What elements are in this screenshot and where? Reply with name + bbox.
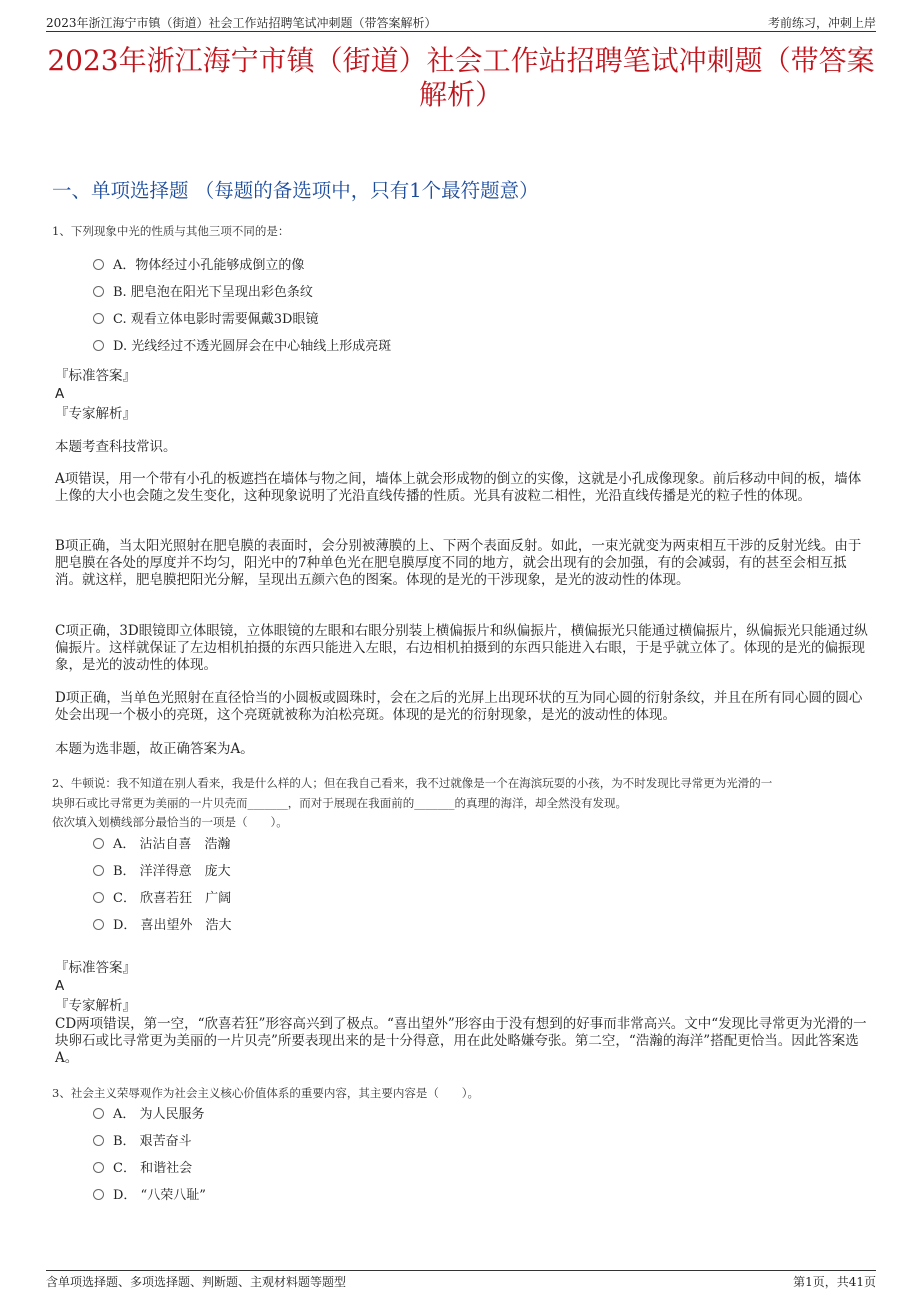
q1-analysis-d: D项正确，当单色光照射在直径恰当的小圆板或圆珠时，会在之后的光屏上出现环状的互为同心圆的衍射条纹，并且在所有同心圆的圆心处会出现一个极小的亮斑，这个亮斑就被称为泊松亮斑。体现的是光的衍射现象，是光的波动性的体现。 [55, 690, 863, 723]
q1-analysis-b: B项正确，当太阳光照射在肥皂膜的表面时，会分别被薄膜的上、下两个表面反射。如此，一束光就变为两束相互干涉的反射光线。由于肥皂膜在各处的厚度并不均匀，阳光中的7种单色光在肥皂膜厚度不同的地方，就会出现有的会加强，有的会减弱，有的甚至会相互抵消。就这样，肥皂膜把阳光分解，呈现出五颜六色的图案。体现的是光的干涉现象，是光的波动性的体现。 [55, 538, 862, 588]
q1-option-c[interactable] [93, 310, 318, 330]
q2-option-a[interactable] [93, 835, 231, 855]
footer-question-types: 含单项选择题、多项选择题、判断题、主观材料题等题型 [46, 1275, 347, 1289]
q2-answer-value: A [55, 978, 65, 994]
q1-analysis-intro: 本题考查科技常识。 [55, 439, 177, 455]
radio-icon[interactable] [93, 1108, 104, 1119]
option-label: A． 为人民服务 [113, 1107, 205, 1122]
radio-icon[interactable] [93, 865, 104, 876]
option-label: C． 和谐社会 [113, 1161, 193, 1176]
q1-option-b[interactable] [93, 283, 313, 303]
question-2-text-line-3: 依次填入划横线部分最恰当的一项是（ ）。 [52, 815, 288, 829]
radio-icon[interactable] [93, 1135, 104, 1146]
q1-expert-analysis-label: 『专家解析』 [55, 406, 136, 422]
footer-page-number: 第1页，共41页 [793, 1275, 876, 1289]
q1-option-d[interactable] [93, 337, 391, 357]
q2-standard-answer-label: 『标准答案』 [55, 960, 136, 976]
option-label: A． 沾沾自喜 浩瀚 [113, 837, 231, 852]
header-doc-title: 2023年浙江海宁市镇（街道）社会工作站招聘笔试冲刺题（带答案解析） [46, 16, 437, 30]
option-label: C. 观看立体电影时需要佩戴3D眼镜 [113, 312, 319, 327]
header-slogan: 考前练习，冲刺上岸 [767, 16, 876, 30]
option-label: C． 欣喜若狂 广阔 [113, 891, 232, 906]
option-label: B． 艰苦奋斗 [113, 1134, 192, 1149]
option-label: B. 肥皂泡在阳光下呈现出彩色条纹 [113, 285, 313, 300]
q3-option-b[interactable] [93, 1132, 192, 1152]
q1-analysis-conclusion: 本题为选非题，故正确答案为A。 [55, 741, 254, 757]
q1-option-a[interactable] [93, 256, 304, 276]
radio-icon[interactable] [93, 1189, 104, 1200]
option-label: A．物体经过小孔能够成倒立的像 [113, 258, 305, 273]
q1-standard-answer-label: 『标准答案』 [55, 368, 136, 384]
question-2-text-line-2: 块卵石或比寻常更为美丽的一片贝壳而_______，而对于展现在我面前的_______的真理的海洋，却全然没有发现。 [52, 796, 627, 810]
q2-expert-analysis-label: 『专家解析』 [55, 998, 136, 1014]
document-title: 2023年浙江海宁市镇（街道）社会工作站招聘笔试冲刺题（带答案解析） [47, 44, 875, 111]
q3-option-a[interactable] [93, 1105, 205, 1125]
q2-option-d[interactable] [93, 916, 232, 936]
radio-icon[interactable] [93, 286, 104, 297]
question-3-text: 3、社会主义荣辱观作为社会主义核心价值体系的重要内容，其主要内容是（ ）。 [52, 1086, 480, 1100]
radio-icon[interactable] [93, 340, 104, 351]
radio-icon[interactable] [93, 1162, 104, 1173]
q1-analysis-c: C项正确，3D眼镜即立体眼镜，立体眼镜的左眼和右眼分别装上横偏振片和纵偏振片，横偏振光只能通过横偏振片，纵偏振光只能通过纵偏振片。这样就保证了左边相机拍摄的东西只能进入左眼，右边相机拍摄到的东西只能进入右眼，于是乎就立体了。体现的是光的偏振现象，是光的波动性的体现。 [55, 623, 868, 673]
option-label: D． 喜出望外 浩大 [113, 918, 232, 933]
question-2-text-line-1: 2、牛顿说：我不知道在别人看来，我是什么样的人；但在我自己看来，我不过就像是一个在海滨玩耍的小孩，为不时发现比寻常更为光滑的一 [52, 776, 773, 790]
radio-icon[interactable] [93, 313, 104, 324]
q1-answer-value: A [55, 386, 65, 402]
q3-option-c[interactable] [93, 1159, 192, 1179]
q2-analysis: CD两项错误，第一空，“欣喜若狂”形容高兴到了极点。“喜出望外”形容由于没有想到的好事而非常高兴。文中“发现比寻常更为光滑的一块卵石或比寻常更为美丽的一片贝壳”所要表现出来的是十分得意，用在此处略嫌夸张。第二空，“浩瀚的海洋”搭配更恰当。因此答案选A。 [55, 1016, 867, 1066]
question-1-text: 1、下列现象中光的性质与其他三项不同的是： [52, 224, 290, 238]
q3-option-d[interactable] [93, 1186, 206, 1206]
option-label: D. 光线经过不透光圆屏会在中心轴线上形成亮斑 [113, 339, 392, 354]
page-header [46, 12, 876, 32]
q2-option-b[interactable] [93, 862, 231, 882]
option-label: B． 洋洋得意 庞大 [113, 864, 231, 879]
radio-icon[interactable] [93, 838, 104, 849]
radio-icon[interactable] [93, 892, 104, 903]
q2-option-c[interactable] [93, 889, 231, 909]
q1-analysis-a: A项错误，用一个带有小孔的板遮挡在墙体与物之间，墙体上就会形成物的倒立的实像，这就是小孔成像现象。前后移动中间的板，墙体上像的大小也会随之发生变化，这种现象说明了光沿直线传播的性质。光具有波粒二相性，光沿直线传播是光的粒子性的体现。 [55, 471, 862, 504]
radio-icon[interactable] [93, 259, 104, 270]
radio-icon[interactable] [93, 919, 104, 930]
section-heading: 一、单项选择题 （每题的备选项中，只有1个最符题意） [52, 179, 539, 202]
page-footer [46, 1270, 876, 1289]
option-label: D． “八荣八耻” [113, 1188, 206, 1203]
